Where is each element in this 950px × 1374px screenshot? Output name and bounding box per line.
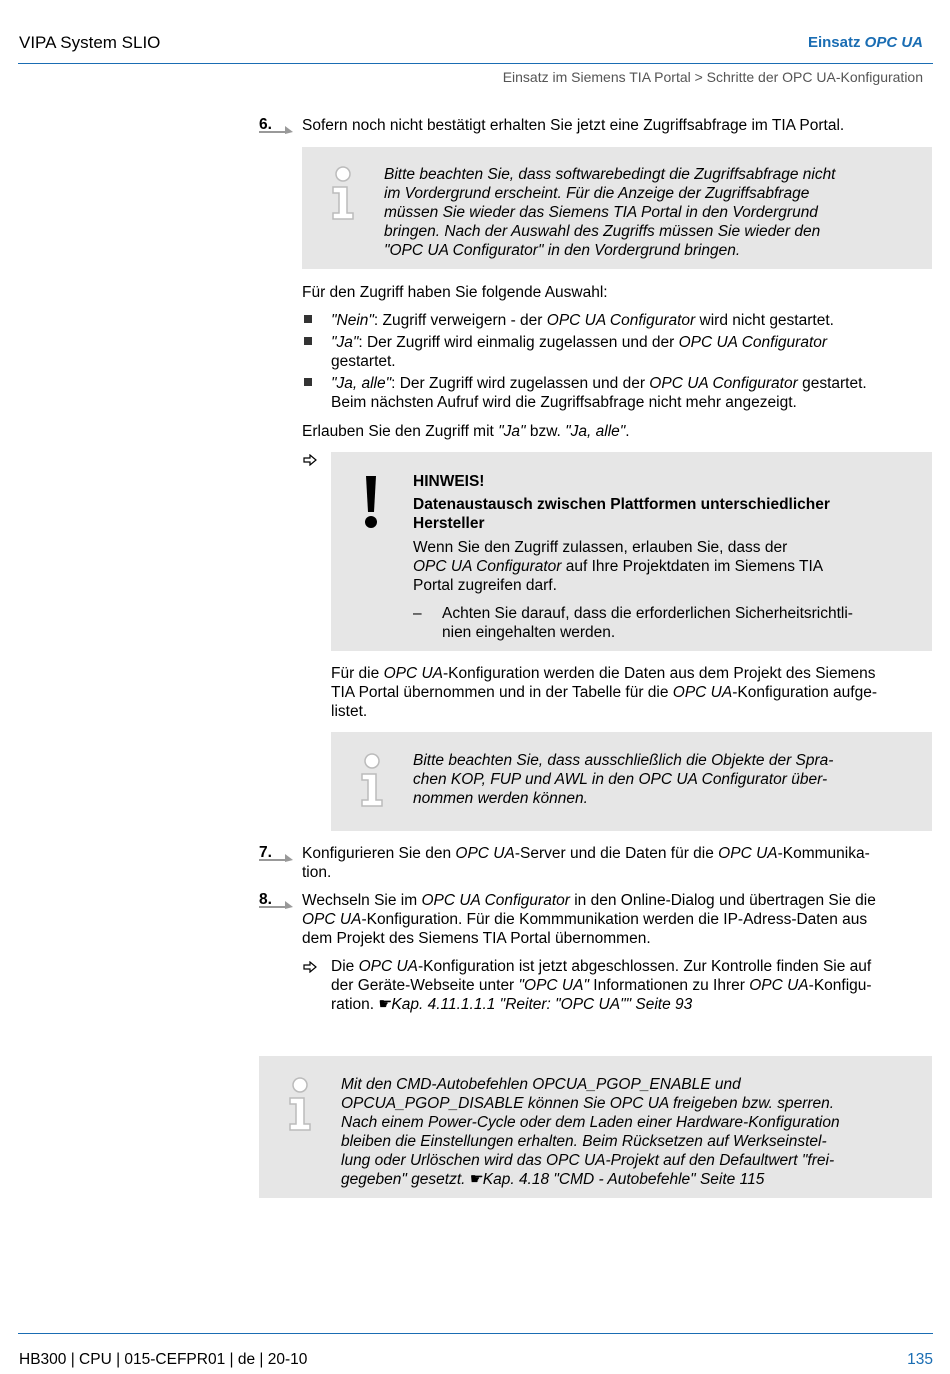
footer-rule <box>18 1333 933 1334</box>
konfig-paragraph: Für die OPC UA-Konfiguration werden die Daten aus dem Projekt des Siemens TIA Portal übernommen und in der Tabelle für die OPC UA-Konfiguration aufge- listet. <box>331 665 877 720</box>
allow-instruction: Erlauben Sie den Zugriff mit "Ja" bzw. "Ja, alle". <box>302 423 630 440</box>
warning-dash-text: Achten Sie darauf, dass die erforderlichen Sicherheitsrichtli- nien eingehalten werden. <box>442 605 853 641</box>
choice-intro: Für den Zugriff haben Sie folgende Auswahl: <box>302 284 608 301</box>
bullet-square <box>304 378 312 386</box>
result-text: Die OPC UA-Konfiguration ist jetzt abgeschlossen. Zur Kontrolle finden Sie auf der Geräte-Webseite unter "OPC UA" Informationen zu Ihrer OPC UA-Konfigu- ration. ☛Kap. 4.11.1.1.1 "Reiter: "OPC UA"" Seite 93 <box>331 958 872 1013</box>
info-icon <box>356 752 388 808</box>
bullet-square <box>304 337 312 345</box>
chapter-title-italic: OPC UA <box>864 34 923 51</box>
info-note-1-text: Bitte beachten Sie, dass softwarebedingt die Zugriffsabfrage nicht im Vordergrund erscheint. Für die Anzeige der Zugriffsabfrage müssen Sie wieder das Siemens TIA Portal in den Vordergrund bringen. Nach der Auswahl des Zugriffs müssen Sie wieder den "OPC UA Configurator" in den Vordergrund bringen. <box>384 166 836 259</box>
chapter-title-text: Einsatz <box>807 34 865 51</box>
step-6-text: Sofern noch nicht bestätigt erhalten Sie jetzt eine Zugriffsabfrage im TIA Portal. <box>302 117 845 134</box>
header-rule <box>18 63 933 64</box>
page-number: 135 <box>907 1351 933 1368</box>
info-note-2-text: Bitte beachten Sie, dass ausschließlich die Objekte der Spra- chen KOP, FUP und AWL in den OPC UA Configurator über- nommen werden können. <box>413 752 834 807</box>
bullet-square <box>304 315 312 323</box>
result-arrow-icon <box>303 454 317 466</box>
doc-title: VIPA System SLIO <box>19 33 161 52</box>
cross-reference-link[interactable]: Kap. 4.11.1.1.1 "Reiter: "OPC UA"" Seite 93 <box>391 996 693 1013</box>
info-icon <box>284 1076 316 1132</box>
step-7-text: Konfigurieren Sie den OPC UA-Server und die Daten für die OPC UA-Kommunika- tion. <box>302 845 870 881</box>
footer-doc-id: HB300 | CPU | 015-CEFPR01 | de | 20-10 <box>19 1351 308 1368</box>
step-number-6: 6. <box>259 116 272 133</box>
step-8-text: Wechseln Sie im OPC UA Configurator in den Online-Dialog und übertragen Sie die OPC UA-Konfiguration. Für die Kommmunikation werden die IP-Adress-Daten aus dem Projekt des Siemens TIA Portal übernommen. <box>302 892 876 947</box>
link-icon: ☛ <box>469 1171 484 1188</box>
info-icon <box>327 165 359 221</box>
step-arrow-icon <box>259 852 293 862</box>
cross-reference-link[interactable]: Kap. 4.18 "CMD - Autobefehle" Seite 115 <box>482 1171 765 1188</box>
warning-body: Wenn Sie den Zugriff zulassen, erlauben Sie, dass der OPC UA Configurator auf Ihre Projektdaten im Siemens TIA Portal zugreifen darf. <box>413 539 824 594</box>
link-icon: ☛ <box>378 996 393 1013</box>
chapter-title <box>808 34 923 51</box>
result-arrow-icon <box>303 961 317 973</box>
step-arrow-icon <box>259 124 293 134</box>
warning-label: HINWEIS! <box>413 473 485 490</box>
warning-dash: – <box>413 605 422 622</box>
breadcrumb: Einsatz im Siemens TIA Portal > Schritte der OPC UA-Konfiguration <box>502 69 923 85</box>
choice-ja: "Ja": Der Zugriff wird einmalig zugelassen und der OPC UA Configurator gestartet. <box>331 334 828 370</box>
step-number-8: 8. <box>259 891 272 908</box>
step-number-7: 7. <box>259 844 272 861</box>
exclamation-icon <box>364 474 378 530</box>
info-note-3-text: Mit den CMD-Autobefehlen OPCUA_PGOP_ENABLE und OPCUA_PGOP_DISABLE können Sie OPC UA freigeben bzw. sperren. Nach einem Power-Cycle oder dem Laden einer Hardware-Konfiguration bleiben die Einstellungen erhalten. Beim Rücksetzen auf Werkseinstel- lung oder Urlöschen wird das OPC UA-Projekt auf den Defaultwert "frei- gegeben" gesetzt. ☛Kap. 4.18 "CMD - Autobefehle" Seite 115 <box>341 1076 840 1188</box>
step-arrow-icon <box>259 899 293 909</box>
warning-title: Datenaustausch zwischen Plattformen unterschiedlicher Hersteller <box>413 496 830 532</box>
choice-nein: "Nein": Zugriff verweigern - der OPC UA Configurator wird nicht gestartet. <box>331 312 834 329</box>
choice-ja-alle: "Ja, alle": Der Zugriff wird zugelassen und der OPC UA Configurator gestartet. Beim nächsten Aufruf wird die Zugriffsabfrage nicht mehr angezeigt. <box>331 375 867 411</box>
